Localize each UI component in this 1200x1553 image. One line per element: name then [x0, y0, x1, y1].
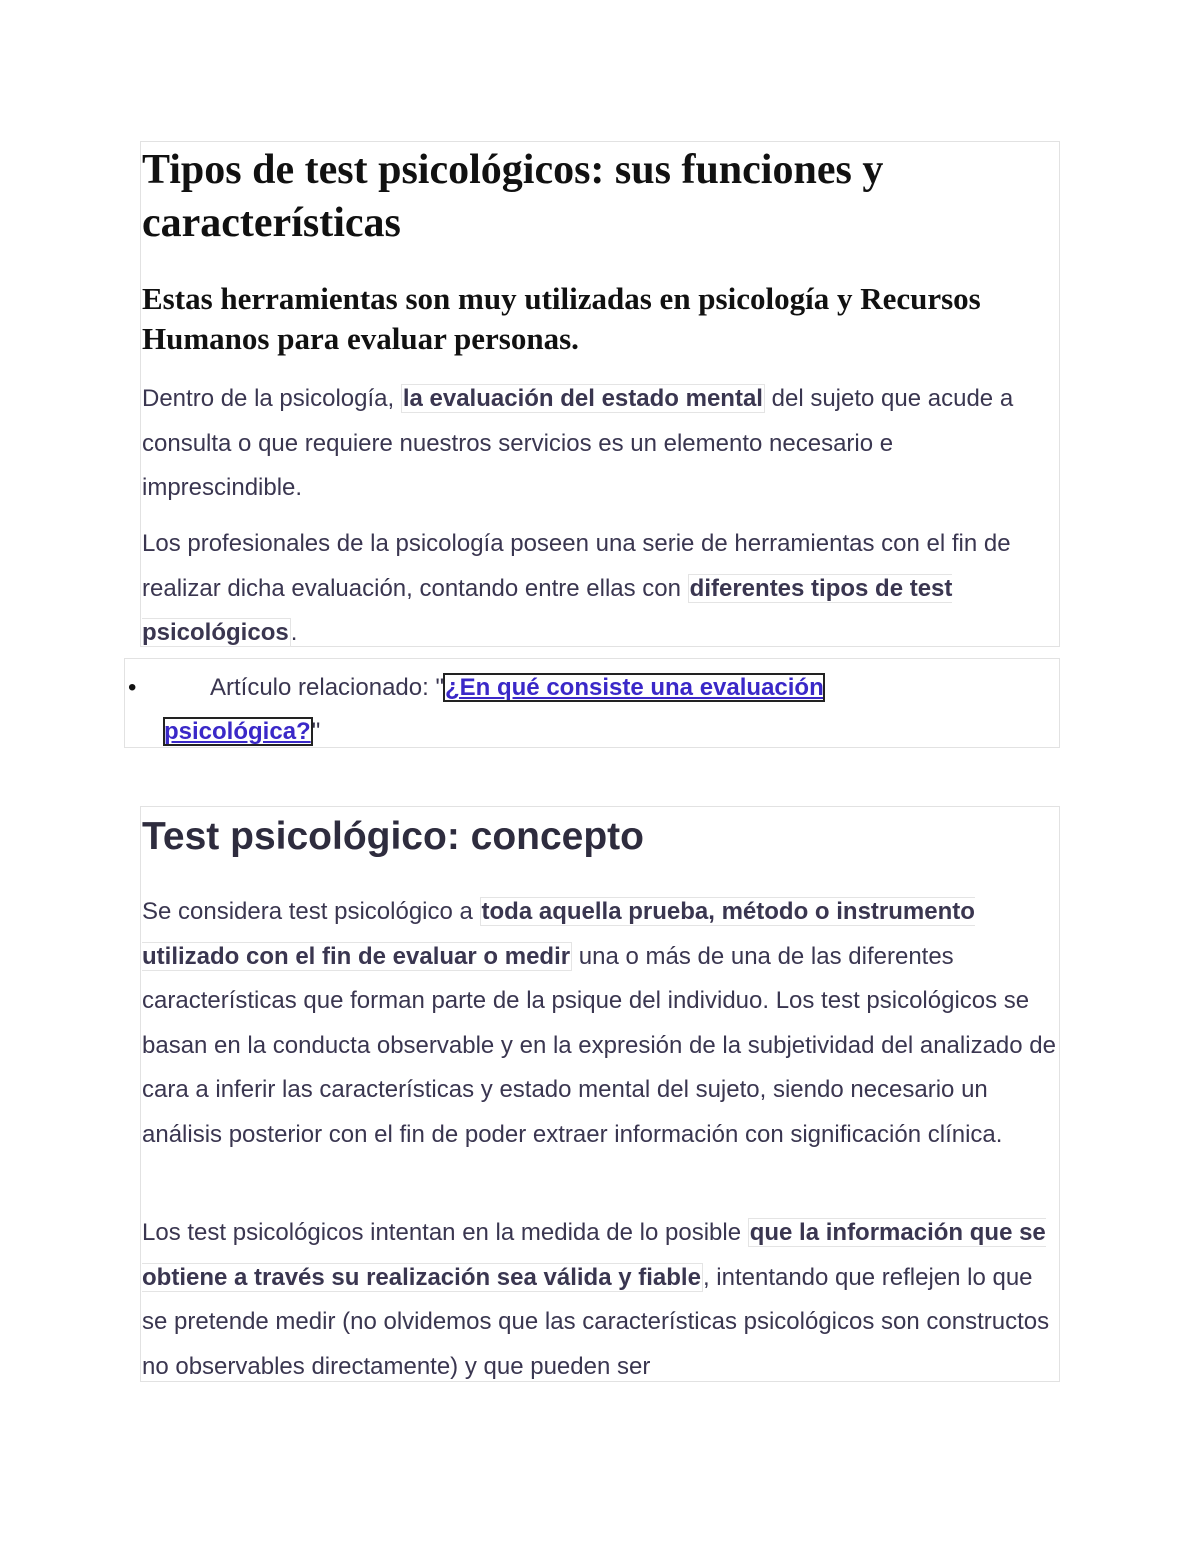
paragraph-text: . [290, 619, 298, 646]
paragraph-text: Se considera test psicológico a [142, 898, 480, 925]
paragraph-text: Los profesionales de la psicología poseen una serie de herramientas con el fin de realizar dicha evaluación, contando entre ellas con [142, 530, 1011, 602]
paragraph-text: Los test psicológicos intentan en la medida de lo posible [142, 1219, 748, 1246]
related-article [164, 666, 924, 754]
highlighted-phrase: que la información que se obtiene a través su realización sea válida y fiable [142, 1219, 1046, 1291]
intro-paragraph-1 [142, 377, 1058, 511]
page-title: Tipos de test psicológicos: sus funciones y características [142, 147, 884, 246]
highlighted-phrase: la evaluación del estado mental [402, 385, 763, 412]
paragraph-text: una o más de una de las diferentes características que forman parte de la psique del individuo. Los test psicológicos se basan en la conducta observable y en la expresión de la subjetividad del analizado de cara a inferir las características y estado mental del sujeto, siendo necesario un análisis posterior con el fin de poder extraer información con significación clínica. [142, 942, 1056, 1148]
paragraph-text: Dentro de la psicología, [142, 385, 401, 412]
concept-paragraph-1 [142, 890, 1058, 1157]
related-article-link[interactable]: ¿En qué consiste una evaluación psicológica? [164, 674, 824, 745]
intro-paragraph-2 [142, 522, 1058, 656]
highlighted-phrase: toda aquella prueba, método o instrumento utilizado con el fin de evaluar o medir [142, 898, 975, 970]
related-prefix: Artículo relacionado: " [210, 674, 444, 701]
concept-paragraph-2 [142, 1211, 1058, 1389]
paragraph-text: del sujeto que acude a consulta o que requiere nuestros servicios es un elemento necesario e imprescindible. [142, 385, 1014, 501]
related-suffix: " [311, 718, 321, 745]
bullet-icon: • [128, 674, 137, 701]
highlighted-phrase: diferentes tipos de test psicológicos [142, 574, 953, 646]
page-subtitle: Estas herramientas son muy utilizadas en psicología y Recursos Humanos para evaluar personas. [142, 281, 981, 356]
paragraph-text: , intentando que reflejen lo que se pretende medir (no olvidemos que las características psicológicos son constructos no observables directamente) y que pueden ser [142, 1263, 1050, 1380]
section-heading: Test psicológico: concepto [142, 815, 644, 858]
